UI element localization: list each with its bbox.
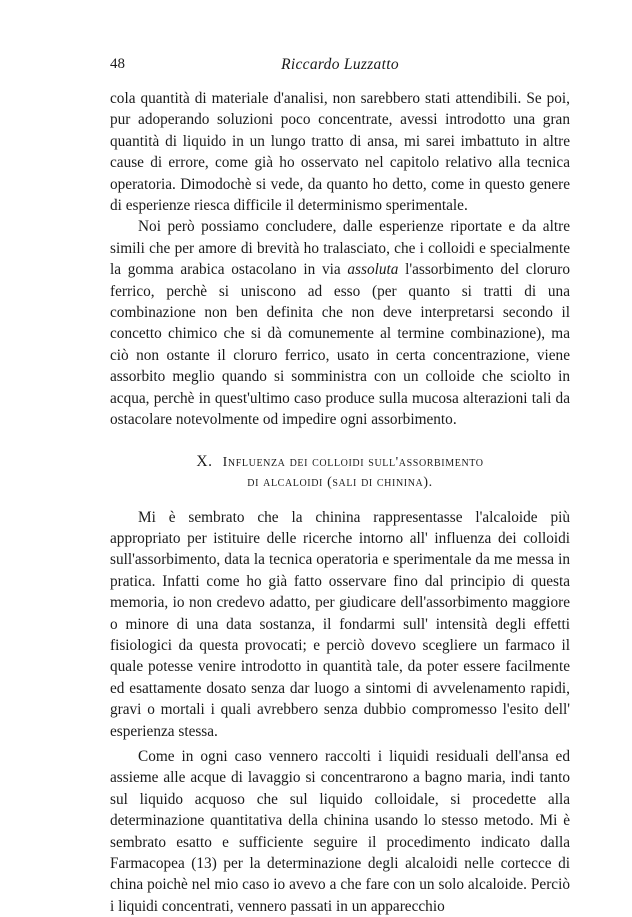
paragraph-text: Noi però possiamo concludere, dalle esperienze riportate e da altre simili che per amore di brevità ho tralasciato, che i colloidi e specialmente la gomma arabica ostacolano in via [110,218,570,279]
paragraph-continued: cola quantità di materiale d'analisi, non sarebbero stati attendibili. Se poi, pur adoperando soluzioni poco concentrate, avessi introdotto una gran quantità di liquido in un lungo tratto di ansa, mi sarei imbattuto in altre cause di errore, come già ho osservato nel capitolo relativo alla tecnica operatoria. Dimodochè si vede, da quanto ho detto, come in questo genere di esperienze riesca difficile il determinismo sperimentale. [110,90,570,215]
page-number: 48 [110,56,125,72]
running-head-author: Riccardo Luzzatto [281,56,399,73]
paragraph-quinine: Mi è sembrato che la chinina rappresentasse l'alcaloide più appropriato per istituire delle ricerche intorno all' influenza dei colloidi sull'assorbimento, data la tecnica operatoria e sperimentale da me messa in pratica. Infatti come ho già fatto osservare fino dal principio di questa memoria, io non credevo adatto, per giudicare dell'assorbimento maggiore o minore di una data sostanza, il fondarmi sull' intensità degli effetti fisiologici da questa provocati; e perciò dovevo scegliere un farmaco il quale potesse venire introdotto in quantità tale, da poter essere facilmente ed esattamente dosato senza dar luogo a sintomi di avvelenamento rapidi, gravi o mortali i quali avrebbero senza dubbio compromesso l'esito dell' esperienza stessa. [110,508,570,740]
section-heading-line-2: di alcaloidi (sali di chinina). [247,474,433,490]
emphasis-word: assoluta [347,261,399,279]
page-header [110,56,570,78]
paragraph-conclusion [110,216,570,430]
section-number: X. [196,452,213,470]
section-heading-line-1 [110,452,570,473]
page-body [110,88,570,917]
section-heading [110,452,570,493]
section-title: Influenza dei colloidi sull'assorbimento [222,454,484,470]
paragraph-text: l'assorbimento del cloruro ferrico, perchè si uniscono ad esso (per quanto si tratti di una combinazione non ben definita che non deve interpretarsi secondo il concetto chimico che si dà comunemente al termine combinazione), ma ciò non ostante il cloruro ferrico, usato in certa concentrazione, viene assorbito meglio quando si somministra con un colloide che sciolto in acqua, perchè in quest'ultimo caso produce sulla mucosa alterazioni tali da ostacolare notevolmente od impedire ogni assorbimento. [110,261,570,429]
paragraph-method: Come in ogni caso vennero raccolti i liquidi residuali dell'ansa ed assieme alle acque di lavaggio si concentrarono a bagno maria, indi tanto sul liquido acquoso che sul liquido colloidale, si procedette alla determinazione quantitativa della chinina usando lo stesso metodo. Mi è sembrato esatto e sufficiente seguire il procedimento indicato dalla Farmacopea (13) per la determinazione degli alcaloidi nelle cortecce di china poichè nel mio caso io avevo a che fare con un solo alcaloide. Perciò i liquidi concentrati, vennero passati in un apparecchio [110,747,570,915]
